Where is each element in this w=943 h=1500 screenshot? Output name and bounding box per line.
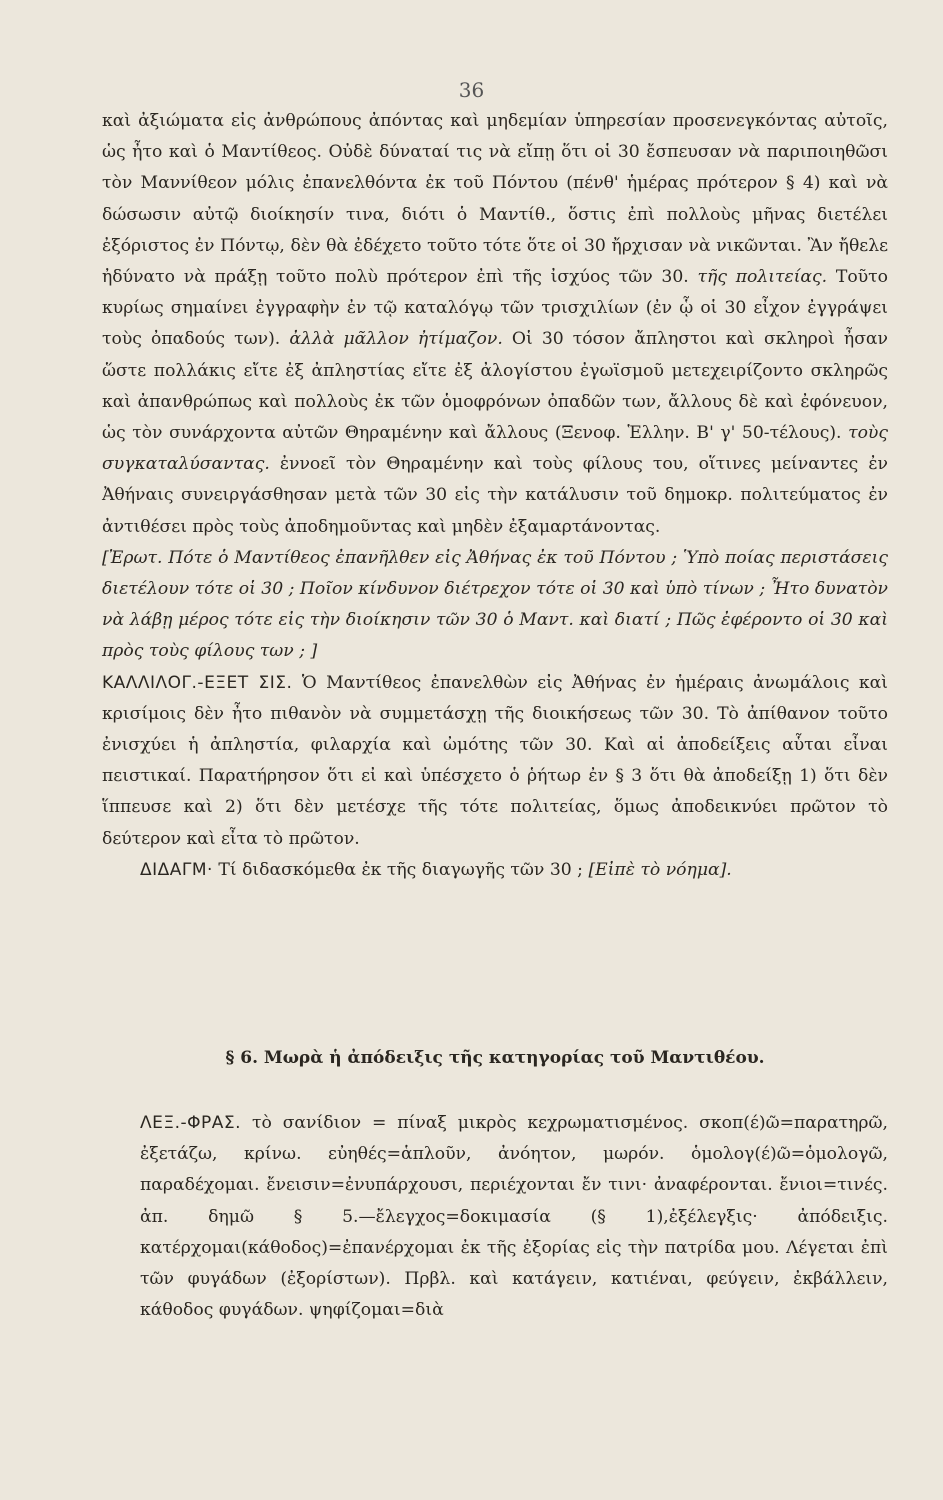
commentary-text-4: ἐννοεῖ τὸν Θηραμένην καὶ τοὺς φίλους του, οἵτινες μείναντες ἐν Ἀθήναις συνειργάσθησαν μετὰ τῶν 30 εἰς τὴν κατάλυσιν τοῦ δημοκρ. πολιτεύματος ἐν ἀντιθέσει πρὸς τοὺς ἀποδημοῦντας καὶ μηδὲν ἐξαμαρτάνοντας. [102,454,889,537]
questions-block: [Ἐρωτ. Πότε ὁ Μαντίθεος ἐπανῆλθεν εἰς Ἀθήνας ἐκ τοῦ Πόντου ; Ὑπὸ ποίας περιστάσεις διετέλουν τότε οἱ 30 ; Ποῖον κίνδυνον διέτρεχον τότε οἱ 30 καὶ ὑπὸ τίνων ; Ἦτο δυνατὸν νὰ λάβῃ μέρος τότε εἰς τὴν διοίκησιν τῶν 30 ὁ Μαντ. καὶ διατί ; Πῶς ἐφέροντο οἱ 30 καὶ πρὸς τοὺς φίλους των ; ] [102,547,888,662]
lemma-sygkatalysantas: τοὺς συγκαταλύσαντας. [102,423,889,475]
glossary-block [102,1108,888,1326]
lemma-etimazon: ἀλλὰ μᾶλλον ἠτίμαζον. [289,329,503,350]
section-heading: § 6. Μωρὰ ἡ ἀπόδειξις τῆς κατηγορίας τοῦ Μαντιθέου. [225,1048,765,1068]
didagma-text: Τί διδασκόμεθα ἐκ τῆς διαγωγῆς τῶν 30 ; [218,859,583,880]
kalliologia-text: Ὁ Μαντίθεος ἐπανελθὼν εἰς Ἀθήνας ἐν ἡμέραις ἀνωμάλοις καὶ κρισίμοις δὲν ἦτο πιθανὸν νὰ συμμετάσχῃ τῆς διοικήσεως τῶν 30. Τὸ ἀπίθανον τοῦτο ἐνισχύει ἡ ἀπληστία, φιλαρχία καὶ ὠμότης τῶν 30. Καὶ αἱ ἀποδείξεις αὗται εἶναι πειστικαί. Παρατήρησον ὅτι εἰ καὶ ὑπέσχετο ὁ ῥήτωρ ἐν § 3 ὅτι θὰ ἀποδείξῃ 1) ὅτι δὲν ἵππευσε καὶ 2) ὅτι δὲν μετέσχε τῆς τότε πολιτείας, ὅμως ἀποδεικνύει πρῶτον τὸ δεύτερον καὶ εἶτα τὸ πρῶτον. [102,672,888,849]
commentary-text-3: Οἱ 30 τόσον ἄπληστοι καὶ σκληροὶ ἦσαν ὥστε πολλάκις εἴτε ἐξ ἀπληστίας εἴτε ἐξ ἀλογίστου ἐγωϊσμοῦ μετεχειρίζοντο σκληρῶς καὶ ἀπανθρώπως καὶ πολλοὺς ἐκ τῶν ὁμοφρόνων ὀπαδῶν των, ἄλλους δὲ καὶ ἐφόνευον, ὡς τὸν συνάρχοντα αὐτῶν Θηραμένην καὶ ἄλλους (Ξενοφ. Ἑλλην. Β' γ' 50-τέλους). [102,329,888,444]
main-text [102,106,888,886]
commentary-text-2: Τοῦτο κυρίως σημαίνει ἐγγραφὴν ἐν τῷ καταλόγῳ τῶν τρισχιλίων (ἐν ᾧ οἱ 30 εἶχον ἐγγράψει τοὺς ὀπαδούς των). [102,267,889,350]
paragraph-commentary [102,106,888,543]
kalliologia-block [102,668,888,855]
glossary-text: τὸ σανίδιον = πίναξ μικρὸς κεχρωματισμένος. σκοπ(έ)ῶ=παρατηρῶ, ἐξετάζω, κρίνω. εὐηθές=ἁπλοῦν, ἀνόητον, μωρόν. ὁμολογ(έ)ῶ=ὁμολογῶ, παραδέχομαι. ἔνεισιν=ἐνυπάρχουσι, περιέχονται ἔν τινι· ἀναφέρονται. ἔνιοι=τινές. ἀπ. δημῶ § 5.—ἔλεγχος=δοκιμασία (§ 1),ἐξέλεγξις· ἀπόδειξις. κατέρχομαι(κάθοδος)=ἐπανέρχομαι ἐκ τῆς ἐξορίας εἰς τὴν πατρίδα μου. Λέγεται ἐπὶ τῶν φυγάδων (ἐξορίστων). Πρβλ. καὶ κατάγειν, κατιέναι, φεύγειν, ἐκβάλλειν, κάθοδος φυγάδων. ψηφίζομαι=διὰ [140,1113,888,1321]
page-number: 36 [458,78,485,102]
didagma-block [102,855,888,886]
commentary-text-1: καὶ ἀξιώματα εἰς ἀνθρώπους ἀπόντας καὶ μηδεμίαν ὑπηρεσίαν προσενεγκόντας αὐτοῖς, ὡς ἦτο καὶ ὁ Μαντίθεος. Οὐδὲ δύναταί τις νὰ εἴπῃ ὅτι οἱ 30 ἔσπευσαν νὰ παριποιηθῶσι τὸν Μαννίθεον μόλις ἐπανελθόντα ἐκ τοῦ Πόντου (πένθ' ἡμέρας πρότερον § 4) καὶ νὰ δώσωσιν αὐτῷ διοίκησίν τινα, διότι ὁ Μαντίθ., ὅστις ἐπὶ πολλοὺς μῆνας διετέλει ἐξόριστος ἐν Πόντῳ, δὲν θὰ ἐδέχετο τοῦτο τότε ὅτε οἱ 30 ἤρχισαν νὰ νικῶνται. Ἂν ἤθελε ἠδύνατο νὰ πράξῃ τοῦτο πολὺ πρότερον ἐπὶ τῆς ἰσχύος τῶν 30. [102,111,888,288]
kalliologia-label: ΚΑΛΛΙΛΟΓ.-ΕΞΕΤ ΣΙΣ. [102,672,293,693]
glossary-paragraph [102,1108,888,1326]
didagma-label: ΔΙΔΑΓΜ· [140,859,213,880]
glossary-label: ΛΕΞ.-ΦΡΑΣ. [140,1113,242,1133]
lemma-politeias: τῆς πολιτείας. [697,267,828,288]
didagma-note: [Εἰπὲ τὸ νόημα]. [588,859,732,880]
